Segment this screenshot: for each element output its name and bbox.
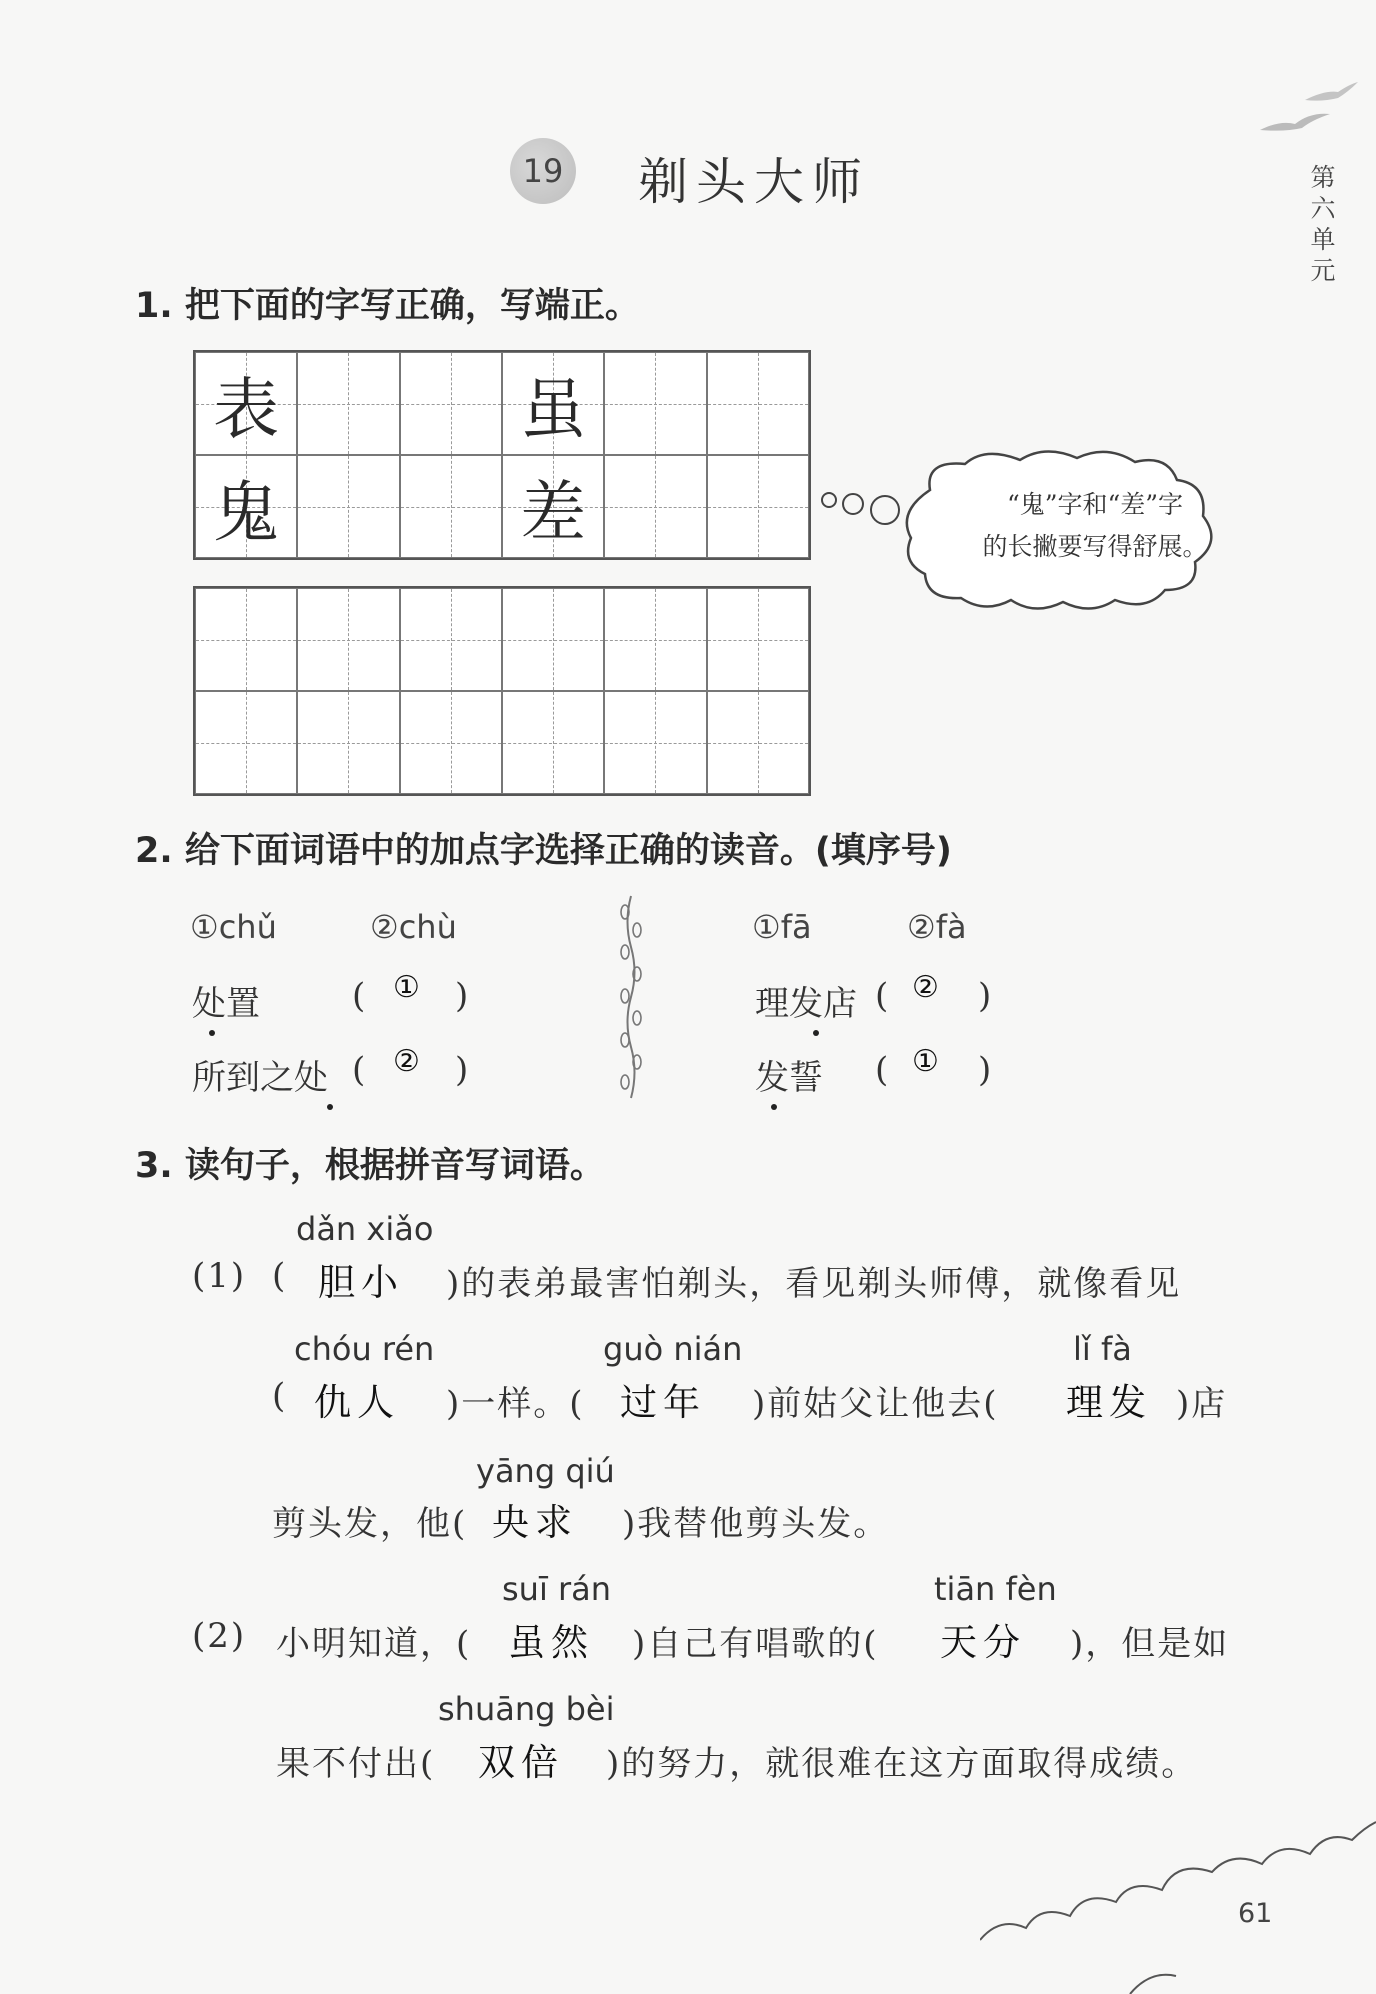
q1-heading: 1. 把下面的字写正确，写端正。 (135, 286, 640, 326)
sentence-text: ( (272, 1376, 288, 1416)
pinyin-hint: suī rán (502, 1570, 612, 1608)
item-label: (1) (192, 1256, 247, 1296)
pinyin-hint: guò nián (603, 1330, 743, 1368)
vocab-word: 发誓 (755, 1058, 823, 1098)
answer-mark: ① (912, 1044, 939, 1079)
grid-cell[interactable] (502, 588, 604, 691)
grid-cell[interactable] (297, 352, 399, 455)
sentence-text: )自己有唱歌的( (632, 1624, 879, 1664)
reading-option: ②fà (907, 908, 967, 946)
writing-grid-bottom (193, 586, 811, 796)
page-number: 61 (1238, 1898, 1273, 1929)
grid-cell (502, 455, 604, 558)
pinyin-hint: chóu rén (294, 1330, 435, 1368)
sentence-text: 果不付出( (276, 1744, 436, 1784)
sentence-text: )我替他剪头发。 (622, 1504, 890, 1544)
grid-cell[interactable] (297, 455, 399, 558)
tip-line: “鬼”字和“差”字 (1006, 490, 1184, 519)
sentence-text: )前姑父让他去( (752, 1384, 999, 1424)
grid-cell[interactable] (604, 455, 706, 558)
answer-word: 双倍 (478, 1741, 564, 1784)
answer-word: 理发 (1066, 1381, 1152, 1424)
paren-close: ) (455, 1050, 469, 1090)
pinyin-hint: tiān fèn (934, 1570, 1057, 1608)
vocab-word: 理发店 (755, 984, 857, 1024)
paren-open: ( (352, 1050, 366, 1090)
grid-cell[interactable] (604, 691, 706, 794)
paren-open: ( (875, 1050, 889, 1090)
item-label: (2) (192, 1616, 247, 1656)
pinyin-hint: dǎn xiǎo (296, 1210, 434, 1248)
lesson-number-badge: 19 (510, 138, 576, 204)
grid-cell[interactable] (502, 691, 604, 794)
emphasis-dot (327, 1104, 333, 1110)
grid-cell[interactable] (400, 455, 502, 558)
sentence-text: ( (272, 1256, 288, 1296)
grid-cell[interactable] (604, 588, 706, 691)
grid-cell[interactable] (707, 588, 809, 691)
grid-cell[interactable] (400, 588, 502, 691)
grid-cell[interactable] (195, 588, 297, 691)
writing-grid-top (193, 350, 811, 560)
birds-decoration (1250, 72, 1360, 152)
grid-cell[interactable] (297, 588, 399, 691)
model-char: 差 (520, 474, 587, 551)
pinyin-hint: shuāng bèi (438, 1690, 615, 1728)
grid-cell[interactable] (707, 352, 809, 455)
q3-heading: 3. 读句子，根据拼音写词语。 (135, 1146, 605, 1186)
sentence-text: )店 (1176, 1384, 1228, 1424)
grid-cell[interactable] (604, 352, 706, 455)
answer-mark: ① (393, 970, 420, 1005)
grid-cell[interactable] (707, 455, 809, 558)
answer-word: 过年 (620, 1381, 706, 1424)
tip-bubble (935, 484, 1255, 568)
emphasis-dot (813, 1030, 819, 1036)
tip-line: 的长撇要写得舒展。 (982, 532, 1208, 561)
vocab-word: 处置 (192, 984, 260, 1024)
answer-word: 胆小 (318, 1261, 404, 1304)
paren-close: ) (455, 976, 469, 1016)
q2-heading: 2. 给下面词语中的加点字选择正确的读音。(填序号) (135, 831, 952, 871)
reading-option: ②chù (370, 908, 457, 946)
sentence-text: 小明知道，( (276, 1624, 472, 1664)
model-char: 表 (213, 371, 280, 448)
unit-label: 第六单元 (1310, 163, 1336, 285)
answer-word: 天分 (940, 1621, 1026, 1664)
answer-mark: ② (393, 1044, 420, 1079)
sentence-text: )一样。( (446, 1384, 585, 1424)
sentence-text: )的努力，就很难在这方面取得成绩。 (606, 1744, 1198, 1784)
paren-close: ) (978, 976, 992, 1016)
model-char: 虽 (520, 371, 587, 448)
grid-cell[interactable] (400, 352, 502, 455)
grid-cell[interactable] (297, 691, 399, 794)
cloud-decoration (980, 1820, 1376, 1994)
paren-open: ( (875, 976, 889, 1016)
grid-cell (195, 455, 297, 558)
pinyin-hint: yāng qiú (476, 1452, 615, 1490)
emphasis-dot (771, 1104, 777, 1110)
answer-word: 虽然 (508, 1621, 594, 1664)
model-char: 鬼 (213, 474, 280, 551)
answer-word: 仇人 (314, 1381, 400, 1424)
grid-cell[interactable] (195, 691, 297, 794)
vine-divider-icon (618, 892, 644, 1102)
vocab-word: 所到之处 (192, 1058, 328, 1098)
paren-close: ) (978, 1050, 992, 1090)
paren-open: ( (352, 976, 366, 1016)
answer-mark: ② (912, 970, 939, 1005)
grid-cell[interactable] (707, 691, 809, 794)
reading-option: ①chǔ (190, 908, 277, 946)
sentence-text: )，但是如 (1070, 1624, 1230, 1664)
emphasis-dot (209, 1030, 215, 1036)
page-title: 剃头大师 (638, 153, 870, 211)
answer-word: 央求 (492, 1501, 578, 1544)
sentence-text: 剪头发，他( (272, 1504, 468, 1544)
pinyin-hint: lǐ fà (1073, 1330, 1132, 1368)
sentence-text: )的表弟最害怕剃头，看见剃头师傅，就像看见 (446, 1264, 1182, 1304)
grid-cell (502, 352, 604, 455)
grid-cell (195, 352, 297, 455)
reading-option: ①fā (752, 908, 812, 946)
grid-cell[interactable] (400, 691, 502, 794)
